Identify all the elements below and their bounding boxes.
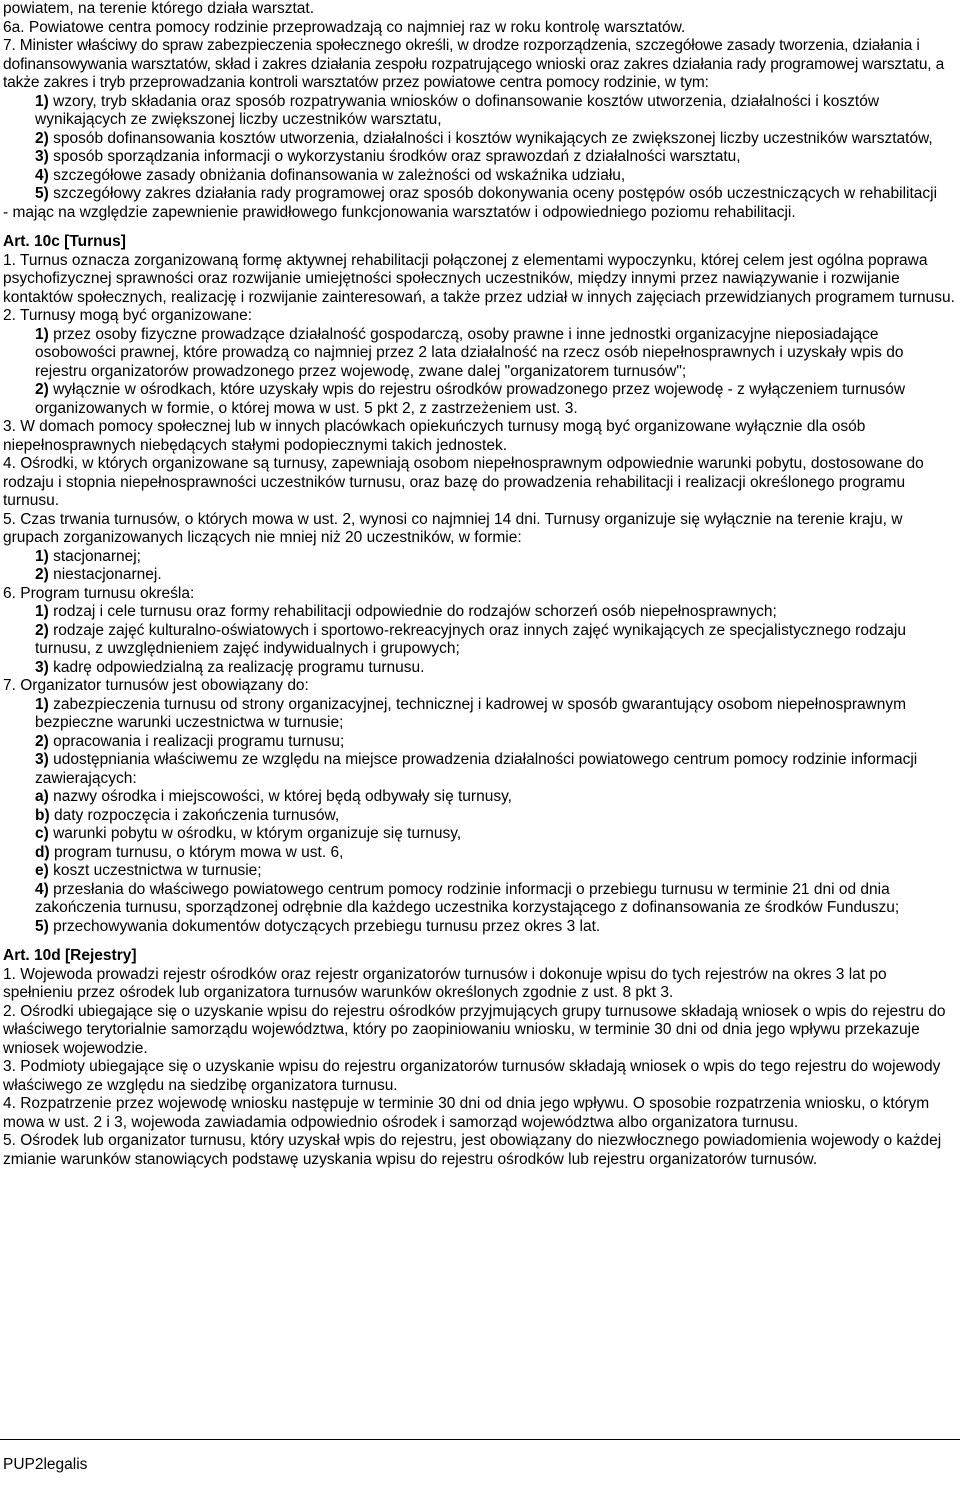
list-item: c) warunki pobytu w ośrodku, w którym organizuje się turnusy, xyxy=(35,825,462,842)
list-item: 3) sposób sporządzania informacji o wykorzystaniu środków oraz sprawozdań z działalności warsztatu, xyxy=(35,148,741,165)
list-item: 2) opracowania i realizacji programu turnusu; xyxy=(35,732,345,750)
list-item: 4) przesłania do właściwego powiatowego centrum pomocy rodzinie informacji o przebiegu turnusu w terminie 21 dni od dnia zakończenia turnusu, sporządzonej odrębnie dla każdego uczestnika korzystającego z dofinansowania ze środków Funduszu; xyxy=(35,880,900,916)
footer-divider xyxy=(0,1439,960,1440)
list-item: 2) wyłącznie w ośrodkach, które uzyskały wpis do rejestru ośrodków prowadzonego przez wojewodę - z wyłączeniem turnusów organizowanych w formie, o której mowa w ust. 5 pkt 2, z zastrzeżeniem ust. 3. xyxy=(35,381,906,417)
paragraph: 7. Organizator turnusów jest obowiązany do: xyxy=(3,677,309,694)
paragraph: 7. Minister właściwy do spraw zabezpieczenia społecznego określi, w drodze rozporządzenia, szczegółowe zasady tworzenia, działania i dofinansowywania warsztatów, skład i zakres działania zespołu rozpatrującego wnioski oraz zakres działania rady programowej warsztatu, a także zakres i tryb przeprowadzania kontroli warsztatów przez powiatowe centra pomocy rodzinie, w tym: xyxy=(3,37,945,91)
list-item: 1) rodzaj i cele turnusu oraz formy rehabilitacji odpowiednie do rodzajów schorzeń osób niepełnosprawnych; xyxy=(35,603,777,620)
list-item: a) nazwy ośrodka i miejscowości, w której będą odbywały się turnusy, xyxy=(35,788,512,805)
list-item: 2) sposób dofinansowania kosztów utworzenia, działalności i kosztów wynikających ze zwiększonej liczby uczestników warsztatów, xyxy=(35,129,933,147)
paragraph: 1. Wojewoda prowadzi rejestr ośrodków oraz rejestr organizatorów turnusów i dokonuje wpisu do tych rejestrów na okres 3 lat po spełnieniu przez ośrodek lub organizatora turnusów warunków określonych zgodnie z ust. 8 pkt 3. xyxy=(3,965,887,1001)
paragraph: 1. Turnus oznacza zorganizowaną formę aktywnej rehabilitacji połączonej z elementami wypoczynku, której celem jest ogólna poprawa psychofizycznej sprawności oraz rozwijanie umiejętności społecznych uczestników, między innymi przez nawiązywanie i rozwijanie kontaktów społecznych, realizację i rozwijanie zainteresowań, a także przez udział w innych zajęciach przewidzianych programem turnusu. xyxy=(3,251,955,306)
paragraph: 2. Ośrodki ubiegające się o uzyskanie wpisu do rejestru ośrodków przyjmujących grupy turnusowe składają wniosek o wpis do rejestru do właściwego terytorialnie samorządu województwa, który po zaopiniowaniu wniosku, w terminie 30 dni od dnia jego wpływu przekazuje wniosek wojewodzie. xyxy=(3,1002,946,1057)
footer-label: PUP2legalis xyxy=(3,1456,88,1473)
list-item: e) koszt uczestnictwa w turnusie; xyxy=(35,862,262,879)
paragraph: 4. Rozpatrzenie przez wojewodę wniosku następuje w terminie 30 dni od dnia jego wpływu. O sposobie rozpatrzenia wniosku, o którym mowa w ust. 2 i 3, wojewoda zawiadamia odpowiednio ośrodek i samorząd województwa albo organizatora turnusu. xyxy=(3,1095,930,1131)
list-item: 1) stacjonarnej; xyxy=(35,547,141,565)
list-item: 3) udostępniania właściwemu ze względu na miejsce prowadzenia działalności powiatowego centrum pomocy rodzinie informacji zawierających: xyxy=(35,751,918,787)
paragraph: 6. Program turnusu określa: xyxy=(3,584,195,602)
article-heading: Art. 10d [Rejestry] xyxy=(3,947,137,964)
list-item: 2) niestacjonarnej. xyxy=(35,566,162,583)
paragraph: 4. Ośrodki, w których organizowane są turnusy, zapewniają osobom niepełnosprawnym odpowiednie warunki pobytu, dostosowane do rodzaju i stopnia niepełnosprawności uczestników turnusu, oraz bazę do prowadzenia rehabilitacji i realizacji określonego programu turnusu. xyxy=(3,455,924,509)
paragraph: 6a. Powiatowe centra pomocy rodzinie przeprowadzają co najmniej raz w roku kontrolę warsztatów. xyxy=(3,18,686,36)
list-item: 4) szczegółowe zasady obniżania dofinansowania w zależności od wskaźnika udziału, xyxy=(35,166,626,184)
document-body xyxy=(3,0,955,1169)
paragraph: 5. Ośrodek lub organizator turnusu, który uzyskał wpis do rejestru, jest obowiązany do niezwłocznego powiadomienia wojewody o każdej zmianie warunków stanowiących podstawę uzyskania wpisu do rejestru ośrodków lub rejestru organizatorów turnusów. xyxy=(3,1132,942,1168)
list-item: 1) wzory, tryb składania oraz sposób rozpatrywania wniosków o dofinansowanie kosztów utworzenia, działalności i kosztów wynikających ze zwiększonej liczby uczestników warsztatu, xyxy=(35,92,880,128)
paragraph: 5. Czas trwania turnusów, o których mowa w ust. 2, wynosi co najmniej 14 dni. Turnusy organizuje się wyłącznie na terenie kraju, w grupach zorganizowanych liczących nie mniej niż 20 uczestników, w formie: xyxy=(3,510,903,546)
paragraph: 3. W domach pomocy społecznej lub w innych placówkach opiekuńczych turnusy mogą być organizowane wyłącznie dla osób niepełnosprawnych niebędących stałymi podopiecznymi takich jednostek. xyxy=(3,418,866,454)
paragraph: - mając na względzie zapewnienie prawidłowego funkcjonowania warsztatów i odpowiedniego poziomu rehabilitacji. xyxy=(3,203,796,221)
list-item: 5) szczegółowy zakres działania rady programowej oraz sposób dokonywania oceny postępów osób uczestniczących w rehabilitacji xyxy=(35,185,938,202)
list-item: 2) rodzaje zajęć kulturalno-oświatowych i sportowo-rekreacyjnych oraz innych zajęć wynikających ze specjalistycznego rodzaju turnusu, z uwzględnieniem zajęć indywidualnych i grupowych; xyxy=(35,621,906,657)
list-item: 1) zabezpieczenia turnusu od strony organizacyjnej, technicznej i kadrowej w sposób gwarantujący osobom niepełnosprawnym bezpieczne warunki uczestnictwa w turnusie; xyxy=(35,695,907,731)
list-item: 3) kadrę odpowiedzialną za realizację programu turnusu. xyxy=(35,658,425,676)
list-item: b) daty rozpoczęcia i zakończenia turnusów, xyxy=(35,806,340,824)
paragraph: 3. Podmioty ubiegające się o uzyskanie wpisu do rejestru organizatorów turnusów składają wniosek o wpis do tego rejestru do wojewody właściwego ze względu na siedzibę organizatora turnusu. xyxy=(3,1058,941,1094)
list-item: 5) przechowywania dokumentów dotyczących przebiegu turnusu przez okres 3 lat. xyxy=(35,917,601,935)
list-item: 1) przez osoby fizyczne prowadzące działalność gospodarczą, osoby prawne i inne jednostki organizacyjne nieposiadające osobowości prawnej, które prowadzą co najmniej przez 2 lata działalność na rzecz osób niepełnosprawnych i uzyskały wpis do rejestru organizatorów prowadzonego przez wojewodę, zwane dalej "organizatorem turnusów"; xyxy=(35,325,904,380)
paragraph: 2. Turnusy mogą być organizowane: xyxy=(3,307,252,324)
paragraph: powiatem, na terenie którego działa warsztat. xyxy=(3,0,315,17)
list-item: d) program turnusu, o którym mowa w ust. 6, xyxy=(35,843,344,861)
article-heading: Art. 10c [Turnus] xyxy=(3,233,126,250)
